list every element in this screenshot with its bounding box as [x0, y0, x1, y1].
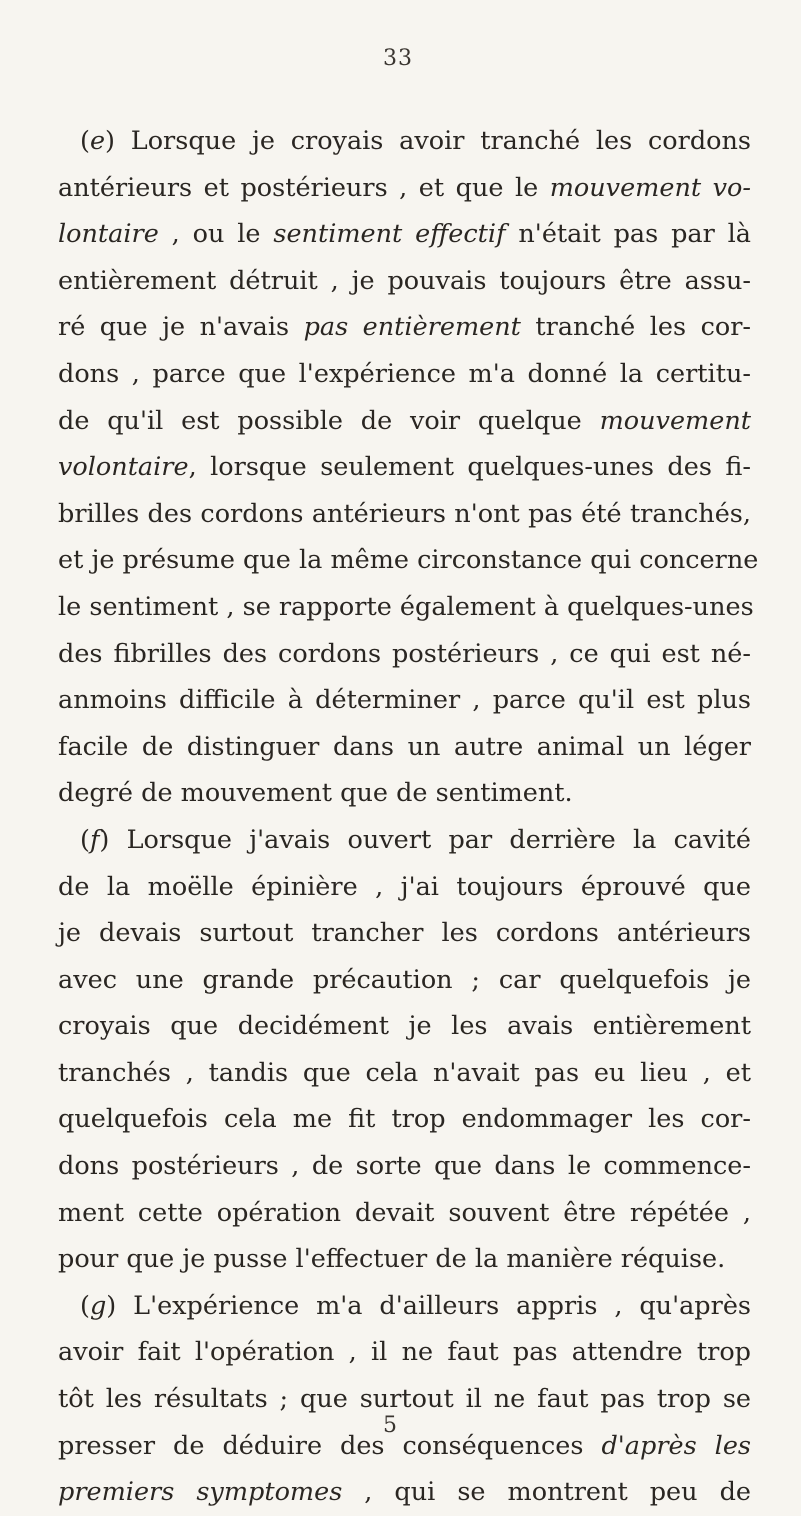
text-line — [58, 1096, 751, 1143]
text-run: antérieurs et postérieurs , et que le — [58, 172, 550, 203]
italic-text: volontaire — [58, 452, 189, 483]
text-run: , qui se montrent peu de — [342, 1477, 751, 1508]
page-number: 33 — [383, 46, 413, 71]
text-line — [58, 1003, 751, 1050]
text-run: anmoins difficile à déterminer , parce qu'il est plus — [58, 685, 751, 716]
text-line — [58, 910, 751, 957]
text-line — [58, 1190, 751, 1237]
italic-text: f — [89, 824, 100, 855]
text-run: ) Lorsque je croyais avoir tranché les cordons — [105, 126, 751, 156]
text-run: ment cette opération devait souvent être répétée , — [58, 1197, 751, 1228]
italic-text: g — [89, 1290, 107, 1321]
text-line — [58, 211, 751, 258]
text-line — [58, 351, 751, 398]
text-run: , lorsque seulement quelques-unes des fi- — [188, 452, 751, 483]
text-run: ( — [80, 824, 90, 855]
text-run: n'était pas par là — [505, 219, 751, 250]
text-run: ) Lorsque j'avais ouvert par derrière la cavité — [99, 824, 751, 855]
text-run: dons postérieurs , de sorte que dans le commence- — [58, 1151, 751, 1182]
text-run: et je présume que la même circonstance qui concerne — [58, 545, 759, 576]
text-run: ( — [80, 1290, 90, 1321]
text-run: des fibrilles des cordons postérieurs , ce qui est né- — [58, 638, 751, 669]
text-line — [58, 1050, 751, 1097]
signature-mark: 5 — [383, 1413, 397, 1438]
text-run: ) L'expérience m'a d'ailleurs appris , qu'après — [106, 1290, 751, 1321]
italic-text: mouvement vo- — [549, 172, 751, 203]
text-line — [58, 817, 751, 864]
text-line — [58, 957, 751, 1004]
text-line — [58, 258, 751, 305]
text-line — [58, 165, 751, 212]
text-line — [58, 1143, 751, 1190]
text-run: entièrement détruit , je pouvais toujours être assu- — [58, 265, 751, 296]
text-line — [58, 444, 751, 491]
text-line — [58, 537, 759, 584]
text-run: dons , parce que l'expérience m'a donné la certitu- — [58, 358, 751, 389]
text-run: le sentiment , se rapporte également à quelques-unes — [58, 591, 754, 622]
text-run: tranché les cor- — [520, 312, 752, 343]
text-run: avoir fait l'opération , il ne faut pas attendre trop — [58, 1337, 751, 1368]
text-run: ré que je n'avais — [58, 312, 304, 343]
text-line — [58, 1236, 751, 1283]
text-line — [58, 1469, 751, 1516]
italic-text: e — [89, 126, 106, 156]
body-text — [58, 118, 759, 1516]
text-run: pour que je pusse l'effectuer de la manière réquise. — [58, 1244, 726, 1275]
text-run: ( — [80, 126, 90, 156]
text-run: avec une grande précaution ; car quelquefois je — [58, 964, 751, 995]
italic-text: premiers symptomes — [58, 1477, 343, 1508]
text-run: presser de déduire des conséquences — [58, 1430, 602, 1461]
italic-text: pas entièrement — [303, 312, 521, 343]
text-run: je devais surtout trancher les cordons antérieurs — [58, 918, 751, 949]
text-line — [58, 491, 751, 538]
text-line — [58, 770, 751, 817]
text-line — [58, 864, 751, 911]
text-line — [58, 398, 751, 445]
text-line — [58, 1376, 751, 1423]
text-run: quelquefois cela me fit trop endommager les cor- — [58, 1104, 751, 1135]
text-run: de qu'il est possible de voir quelque — [58, 405, 600, 436]
text-line — [58, 1423, 751, 1470]
text-run: de la moëlle épinière , j'ai toujours éprouvé que — [58, 871, 751, 902]
text-line — [58, 1329, 751, 1376]
text-run: croyais que decidément je les avais entièrement — [58, 1011, 751, 1042]
italic-text: lontaire — [58, 219, 159, 250]
text-line — [58, 724, 751, 771]
text-line — [58, 118, 751, 165]
text-run: degré de mouvement que de sentiment. — [58, 778, 573, 809]
text-line — [58, 304, 751, 351]
text-line — [58, 584, 754, 631]
text-line — [58, 631, 751, 678]
text-run: tôt les résultats ; que surtout il ne faut pas trop se — [58, 1384, 751, 1415]
text-run: facile de distinguer dans un autre animal un léger — [58, 731, 751, 762]
text-line — [58, 1283, 751, 1330]
italic-text: sentiment effectif — [273, 219, 506, 250]
text-run: tranchés , tandis que cela n'avait pas eu lieu , et — [58, 1057, 751, 1088]
text-run: , ou le — [158, 219, 274, 250]
italic-text: mouvement — [599, 405, 751, 436]
italic-text: d'après les — [601, 1430, 751, 1461]
text-line — [58, 677, 751, 724]
text-run: brilles des cordons antérieurs n'ont pas été tranchés, — [58, 498, 751, 529]
